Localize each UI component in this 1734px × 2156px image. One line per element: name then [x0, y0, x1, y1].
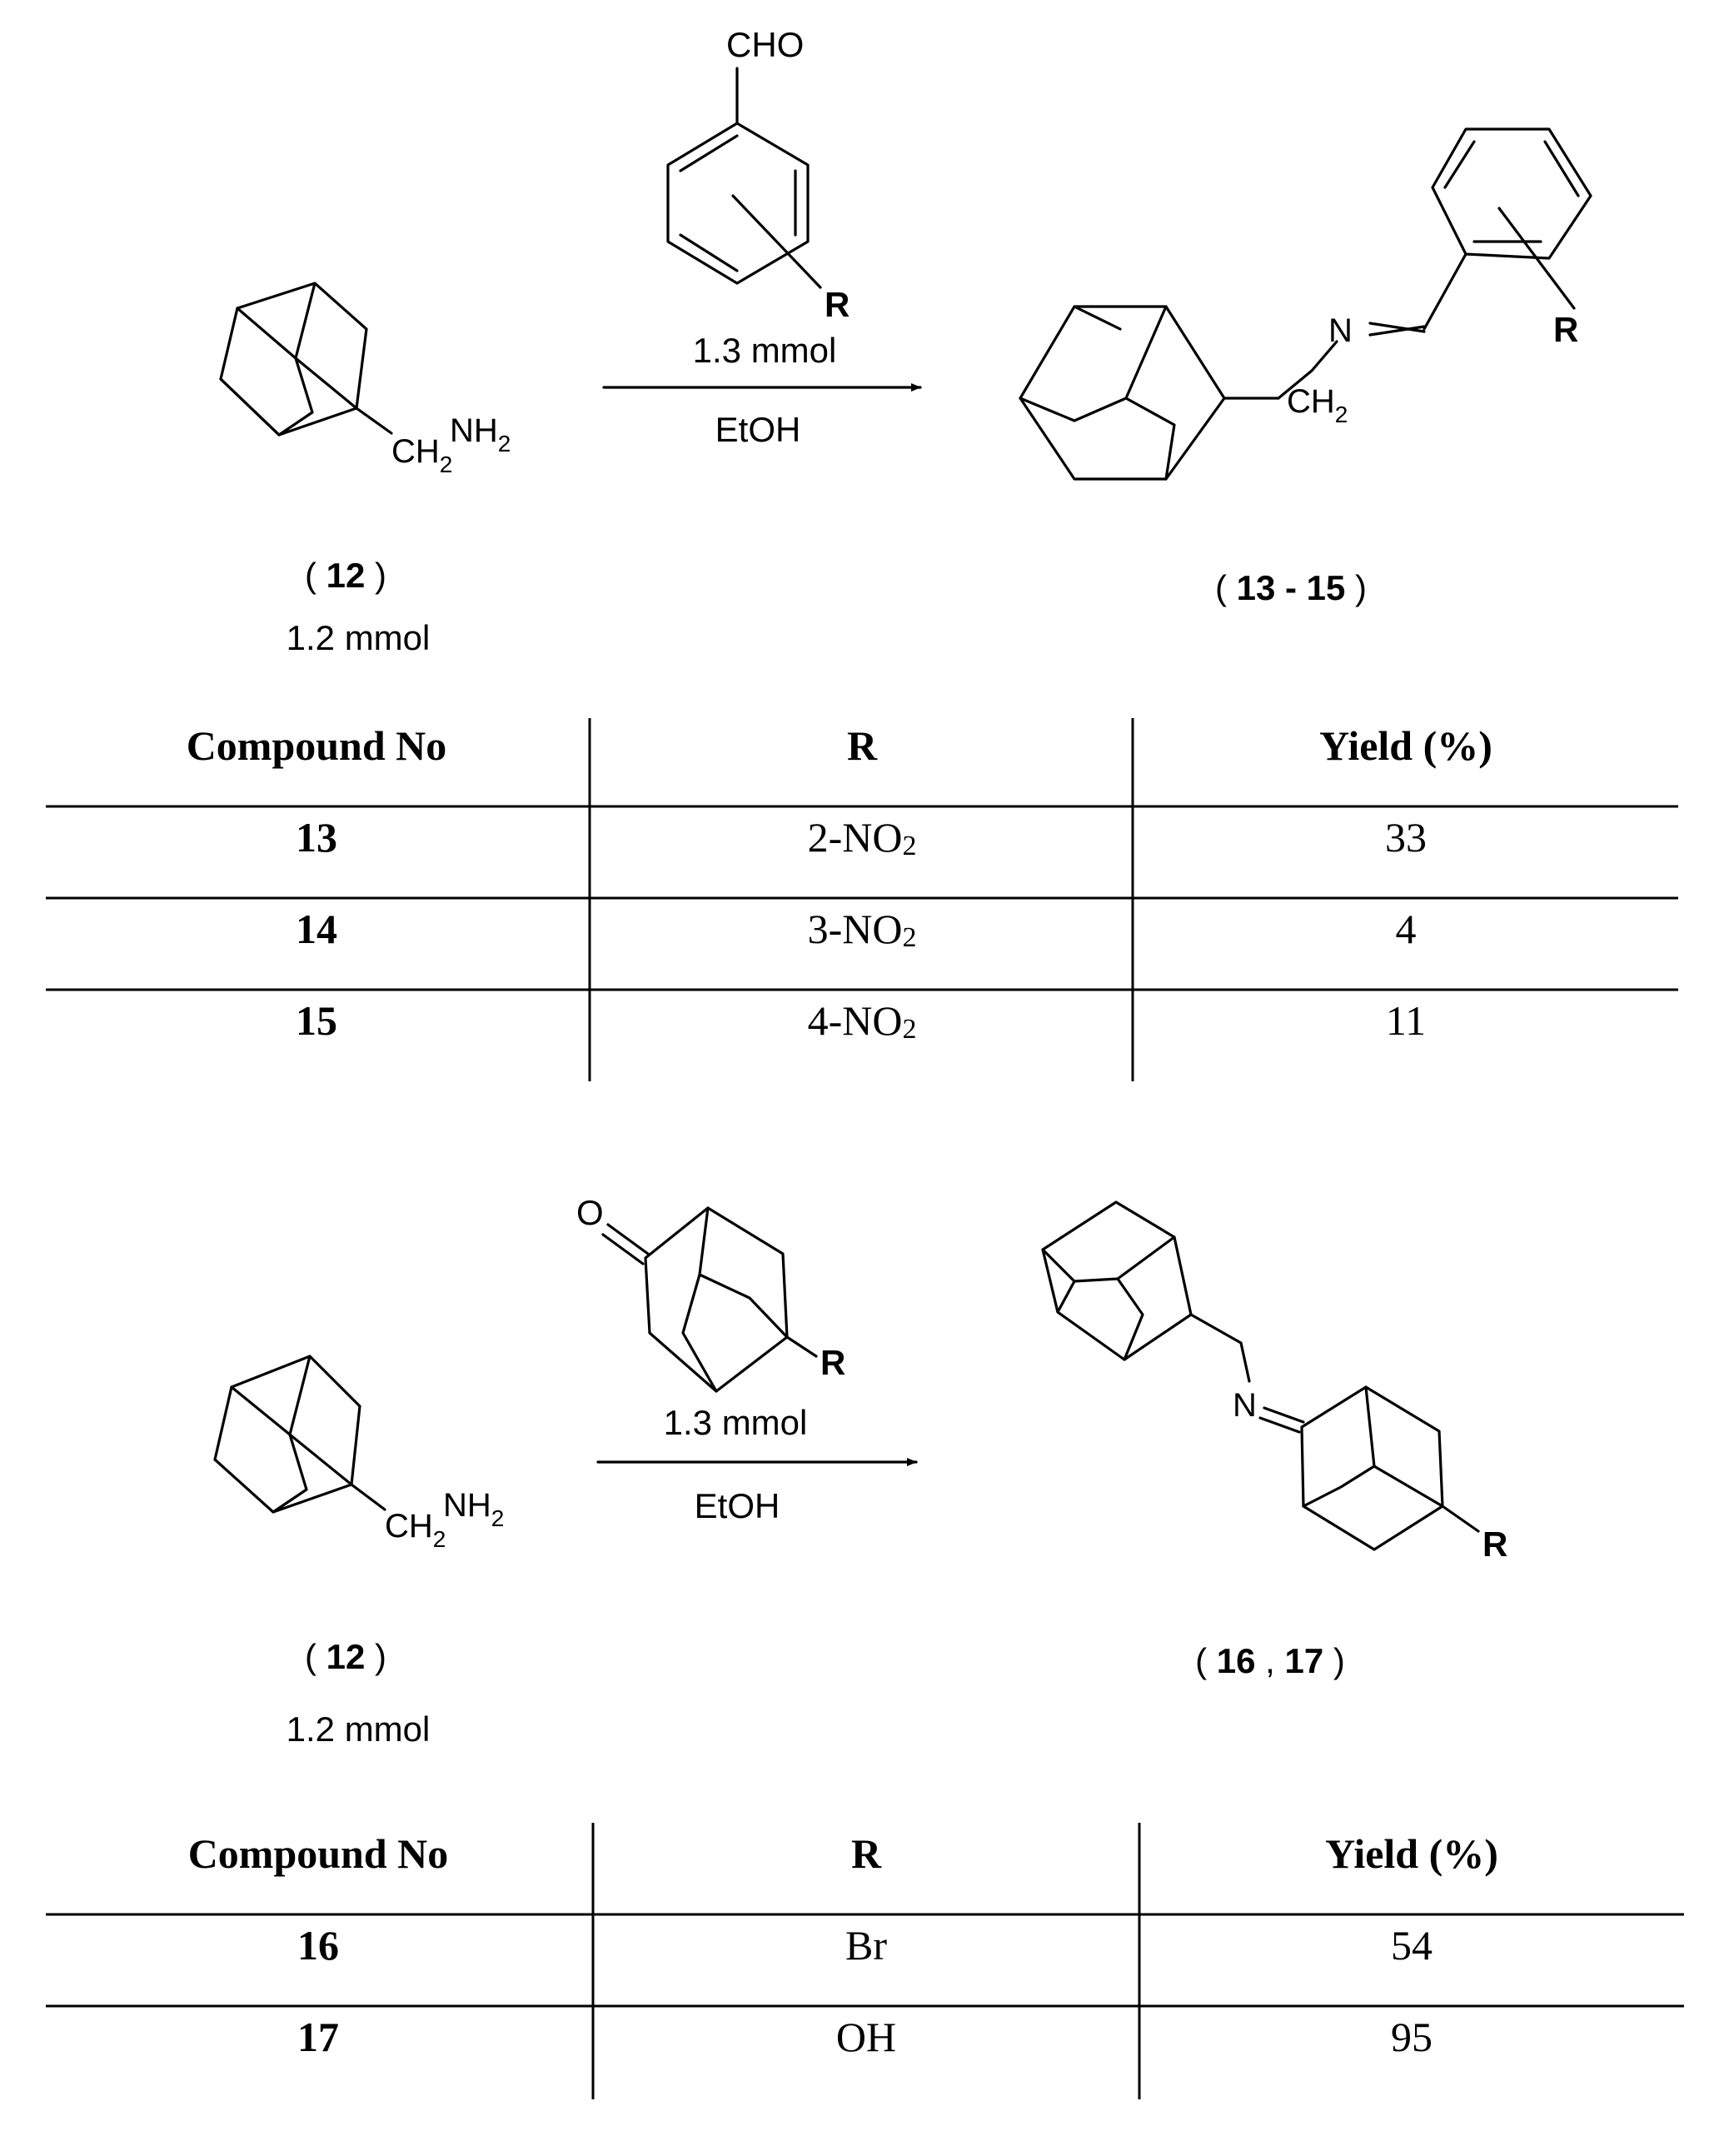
table1-row2-yield: 4 — [1395, 906, 1417, 952]
starting-compound-label-2: ( 12 ) — [304, 1637, 387, 1676]
product-compounds-label-2: ( 16 , 17 ) — [1195, 1641, 1345, 1680]
yield-table-2 — [46, 1823, 1684, 2099]
amine-nh2-label-2: $NH_2$ — [443, 1487, 505, 1531]
adamantylmethylamine-structure-1 — [221, 283, 391, 435]
table1-header-yield: Yield (%) — [1319, 722, 1492, 769]
table1-row1-r: 2-NO2 — [807, 814, 917, 861]
product-substituent-r-1: R — [1553, 310, 1579, 349]
table1-row3-yield: 11 — [1385, 997, 1427, 1044]
amine-nh2-label-1: $NH_2$ — [450, 412, 511, 457]
table2-row1-yield: 54 — [1391, 1922, 1433, 1969]
table2-row1-compound: 16 — [297, 1922, 339, 1969]
reagent-amount-2: 1.3 mmol — [663, 1403, 808, 1442]
table1-header-r: R — [846, 722, 878, 769]
imine-n-label: N — [1328, 312, 1353, 349]
yield-table-1 — [46, 718, 1678, 1081]
table1-row1-compound: 13 — [296, 814, 337, 861]
amine-ch2-label-2: $CH_2$ — [385, 1508, 446, 1552]
amine-ch2-label-1: $CH_2$ — [391, 433, 453, 477]
adamantanone-structure — [603, 1208, 816, 1391]
ketone-oxygen-label: O — [576, 1193, 604, 1232]
starting-amount-label-1: 1.2 mmol — [286, 618, 431, 657]
imine-product-structure — [1020, 129, 1591, 479]
table2-header-compound: Compound No — [187, 1830, 449, 1877]
table1-row2-compound: 14 — [296, 906, 337, 952]
starting-compound-label-1: ( 12 ) — [304, 556, 387, 595]
table1-row2-r: 3-NO2 — [807, 906, 917, 953]
reagent-amount-1: 1.3 mmol — [692, 331, 837, 370]
table2-row2-yield: 95 — [1391, 2014, 1433, 2060]
table2-header-r: R — [850, 1830, 882, 1877]
table2-header-yield: Yield (%) — [1325, 1830, 1498, 1877]
aldehyde-group-label: CHO — [726, 25, 805, 64]
table1-row1-yield: 33 — [1385, 814, 1427, 861]
table1-header-compound: Compound No — [186, 722, 447, 769]
solvent-label-1: EtOH — [715, 410, 801, 449]
solvent-label-2: EtOH — [694, 1486, 780, 1525]
table2-row1-r: Br — [845, 1922, 887, 1969]
table1-row3-compound: 15 — [296, 997, 337, 1044]
product-compounds-label-1: ( 13 - 15 ) — [1214, 568, 1368, 607]
table2-row2-compound: 17 — [297, 2014, 339, 2060]
ketone-substituent-r: R — [820, 1343, 846, 1382]
product-ch2-label-1: $CH_2$ — [1287, 383, 1348, 427]
table2-row2-r: OH — [835, 2014, 897, 2060]
adamantylmethylamine-structure-2 — [215, 1356, 385, 1512]
ketimine-product-structure — [1043, 1202, 1478, 1550]
ketimine-n-label: N — [1233, 1387, 1257, 1424]
table1-row3-r: 4-NO2 — [807, 997, 917, 1045]
benzaldehyde-structure — [668, 68, 820, 287]
product-substituent-r-2: R — [1482, 1525, 1508, 1564]
aldehyde-substituent-r: R — [825, 285, 850, 324]
starting-amount-label-2: 1.2 mmol — [286, 1709, 431, 1749]
